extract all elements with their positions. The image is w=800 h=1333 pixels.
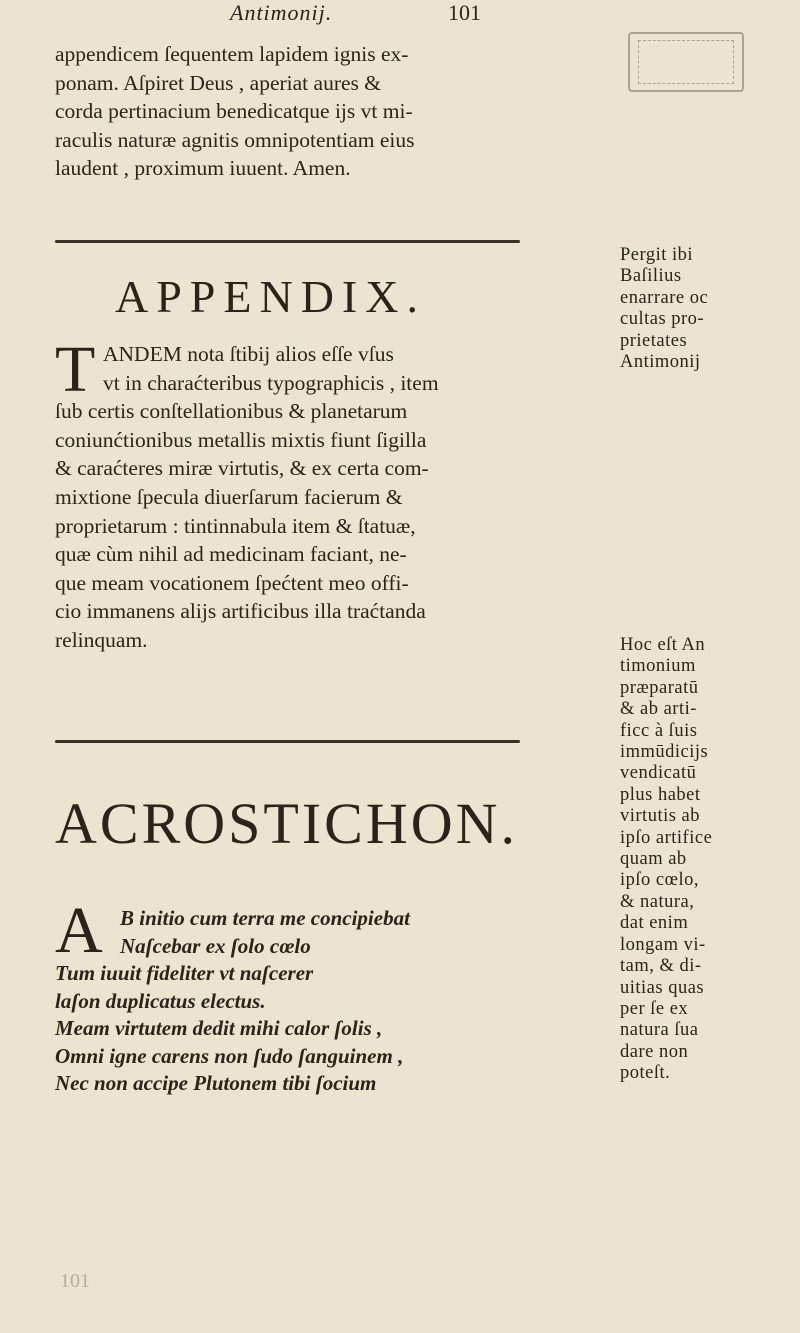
text-line: appendicem ſequentem lapidem ignis ex- [55,42,409,66]
text-line: ANDEM nota ſtibij alios eſſe vſus [103,342,394,366]
margin-line: tam, & di- [620,956,702,977]
text-line: mixtione ſpecula diuerſarum facierum & [55,484,403,509]
text-line: que meam vocationem ſpećtent meo offi- [55,570,409,595]
text-line: vt in charaćteribus typographicis , item [103,370,439,395]
margin-line: Baſilius [620,266,682,287]
poem-line: Meam virtutem dedit mihi calor ſolis , [55,1016,383,1040]
page-number: 101 [448,0,481,25]
margin-line: uitias quas [620,977,705,998]
acrostichon-heading: ACROSTICHON. [55,791,518,856]
margin-line: plus habet [620,784,701,805]
text-line: raculis naturæ agnitis omnipotentiam eius [55,127,415,152]
library-stamp [628,32,744,92]
margin-line: dat enim [620,913,689,934]
text-line: coniunćtionibus metallis mixtis fiunt ſigilla [55,427,427,452]
text-line: corda pertinacium benedicatque ijs vt mi- [55,99,413,124]
margin-line: timonium [620,656,696,677]
margin-line: virtutis ab [620,806,701,827]
intro-paragraph [55,40,575,200]
margin-note [620,245,795,373]
section-divider [55,240,520,243]
margin-line: longam vi- [620,934,706,955]
margin-line: Pergit ibi [620,245,694,265]
text-line: quæ cùm nihil ad medicinam faciant, ne- [55,542,407,567]
margin-line: immūdicijs [620,742,709,763]
margin-line: vendicatū [620,763,697,784]
margin-line: poteſt. [620,1063,671,1084]
poem-line: Omni igne carens non ſudo ſanguinem , [55,1043,404,1068]
text-line: relinquam. [55,627,148,652]
running-header: Antimonij. [230,0,333,25]
text-line: cio immanens alijs artificibus illa traćtanda [55,599,426,624]
margin-line: ipſo cœlo, [620,870,699,891]
margin-line: enarrare oc [620,287,709,308]
margin-line: natura ſua [620,1020,699,1041]
poem-line: Nec non accipe Plutonem tibi ſocium [55,1071,377,1095]
drop-cap: A [55,894,103,967]
margin-line: prietates [620,330,688,351]
margin-line: per ſe ex [620,998,689,1019]
acrostic-poem [55,894,575,1098]
text-line: laudent , proximum iuuent. Amen. [55,156,351,181]
margin-line: ficc à ſuis [620,720,698,741]
margin-line: quam ab [620,849,687,870]
margin-line: & ab arti- [620,699,697,720]
margin-line: præparatū [620,677,699,698]
text-line: ponam. Aſpiret Deus , aperiat aures & [55,70,381,95]
margin-line: cultas pro- [620,309,705,330]
margin-line: & natura, [620,891,695,912]
poem-line: B initio cum terra me concipiebat [120,906,410,930]
margin-line: ipſo artifice [620,827,713,848]
text-line: ſub certis conſtellationibus & planetarum [55,399,408,424]
margin-line: Antimonij [620,352,701,373]
show-through-page-number: 101 [60,1270,90,1292]
margin-line: dare non [620,1041,689,1062]
poem-line: Naſcebar ex ſolo cœlo [120,933,311,958]
poem-line: laſon duplicatus electus. [55,988,266,1013]
margin-line: Hoc eſt An [620,635,706,655]
poem-line: Tum iuuit fideliter vt naſcerer [55,961,314,985]
section-divider [55,740,520,743]
margin-note [620,635,795,1085]
drop-cap: T [55,333,96,406]
text-line: & caraćteres miræ virtutis, & ex certa com- [55,456,429,481]
text-line: proprietarum : tintinnabula item & ſtatuæ, [55,513,416,538]
appendix-heading: APPENDIX. [115,271,426,322]
